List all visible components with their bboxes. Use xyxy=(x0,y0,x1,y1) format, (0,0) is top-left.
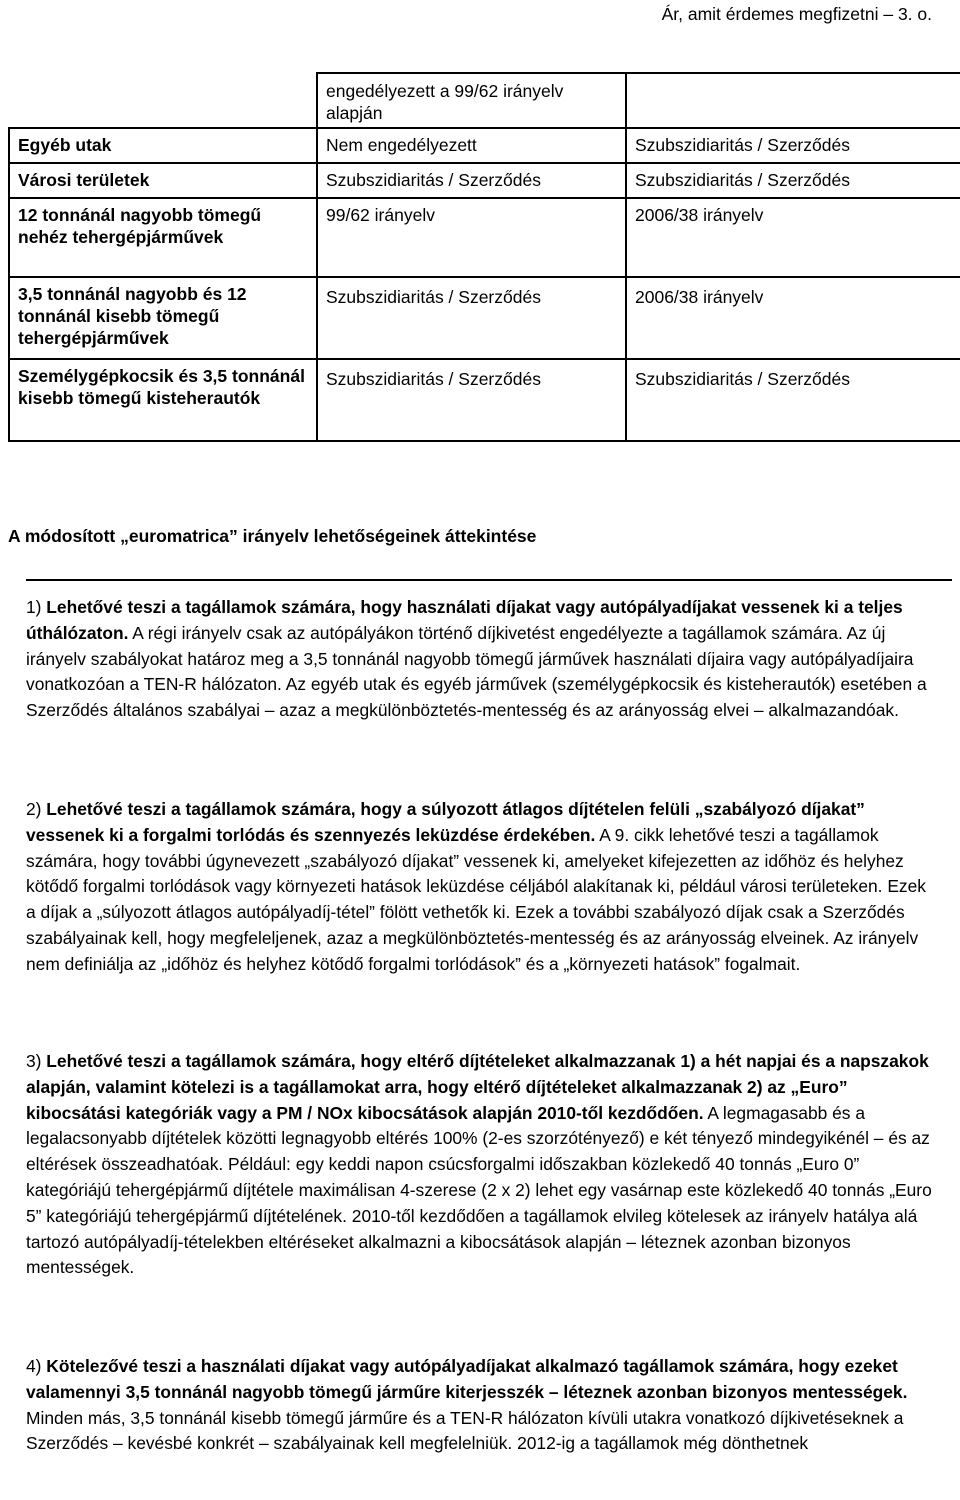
paragraph-number: 1) xyxy=(26,597,47,617)
paragraph xyxy=(26,1049,936,1281)
table-row xyxy=(9,163,960,198)
table-header-cell: engedélyezett a 99/62 irányelv alapján xyxy=(317,73,626,128)
running-header: Ár, amit érdemes megfizetni – 3. o. xyxy=(661,4,932,24)
paragraph-bold-lead: Kötelezővé teszi a használati díjakat vagy autópályadíjakat alkalmazó tagállamok számára, hogy ezeket valamennyi 3,5 tonnánál nagyobb tömegű járműre kiterjesszék – léteznek azonban bizonyos mentességek. xyxy=(26,1356,908,1402)
table-cell: Szubszidiaritás / Szerződés xyxy=(626,128,960,163)
table-cell: Szubszidiaritás / Szerződés xyxy=(317,359,626,441)
paragraph xyxy=(26,1354,936,1457)
table-row xyxy=(9,198,960,277)
paragraph-body: A 9. cikk lehetővé teszi a tagállamok számára, hogy további úgynevezett „szabályozó díjakat” vessenek ki, amelyeket kifejezetten az időhöz és helyhez kötődő forgalmi torlódások vagy környezeti hatások leküzdése céljából alakítanak ki, például városi területeken. Ezek a díjak a „súlyozott átlagos autópályadíj-tétel” fölött vethetők ki. Ezek a további szabályozó díjak csak a Szerződés szabályainak kell, hogy megfeleljenek, azaz a megkülönböztetés-mentesség és az arányosság elveinek. Az irányelv nem definiálja az „időhöz és helyhez kötődő forgalmi torlódások” és a „környezeti hatások” fogalmait. xyxy=(26,824,926,974)
table-cell: 99/62 irányelv xyxy=(317,198,626,277)
table-cell: 2006/38 irányelv xyxy=(626,198,960,277)
table-cell: Nem engedélyezett xyxy=(317,128,626,163)
paragraph-number: 3) xyxy=(26,1051,47,1071)
table-cell: Szubszidiaritás / Szerződés xyxy=(626,359,960,441)
table-row-label: 3,5 tonnánál nagyobb és 12 tonnánál kisebb tömegű tehergépjárművek xyxy=(9,277,317,359)
paragraph-number: 2) xyxy=(26,799,47,819)
table-cell: 2006/38 irányelv xyxy=(626,277,960,359)
paragraph-bold-lead: Lehetővé teszi a tagállamok számára, hogy eltérő díjtételeket alkalmazzanak 1) a hét napjai és a napszakok alapján, valamint kötelezi is a tagállamokat arra, hogy eltérő díjtételeket alkalmazzanak 2) az „Euro” kibocsátási kategóriák vagy a PM / NOx kibocsátások alapján 2010-től kezdődően. xyxy=(26,1051,929,1123)
table-row-label: Egyéb utak xyxy=(9,128,317,163)
toll-rules-table xyxy=(8,72,960,442)
table-row xyxy=(9,128,960,163)
section-box-border xyxy=(26,579,952,581)
paragraph-number: 4) xyxy=(26,1356,47,1376)
table-row xyxy=(9,277,960,359)
table-row xyxy=(9,359,960,441)
table-cell: Szubszidiaritás / Szerződés xyxy=(317,277,626,359)
table-row-label: Városi területek xyxy=(9,163,317,198)
paragraph-body: Minden más, 3,5 tonnánál kisebb tömegű járműre és a TEN-R hálózaton kívüli utakra vonatkozó díjkivetéseknek a Szerződés – kevésbé konkrét – szabályainak kell megfelelniük. 2012-ig a tagállamok még dönthetnek xyxy=(26,1407,904,1454)
paragraph xyxy=(26,797,936,978)
table-row-label: Személygépkocsik és 3,5 tonnánál kisebb tömegű kisteherautók xyxy=(9,359,317,441)
table-cell xyxy=(626,73,960,128)
paragraph-body: A régi irányelv csak az autópályákon történő díjkivetést engedélyezte a tagállamok számára. Az új irányelv szabályokat határoz meg a 3,5 tonnánál nagyobb tömegű járművek használati díjaira vagy autópályadíjaira vonatkozóan a TEN-R hálózaton. Az egyéb utak és egyéb járművek (személygépkocsik és kisteherautók) esetében a Szerződés általános szabályai – azaz a megkülönböztetés-mentesség és az arányosság elvei – alkalmazandóak. xyxy=(26,622,927,721)
paragraph-bold-lead: Lehetővé teszi a tagállamok számára, hogy használati díjakat vagy autópályadíjakat vessenek ki a teljes úthálózaton. xyxy=(26,597,903,643)
table-cell: Szubszidiaritás / Szerződés xyxy=(626,163,960,198)
paragraph-bold-lead: Lehetővé teszi a tagállamok számára, hogy a súlyozott átlagos díjtételen felüli „szabályozó díjakat” vessenek ki a forgalmi torlódás és szennyezés leküzdése érdekében. xyxy=(26,799,865,845)
paragraph-body: A legmagasabb és a legalacsonyabb díjtételek közötti legnagyobb eltérés 100% (2-es szorzótényező) e két tényező mindegyikénél – és az eltérések összeadhatóak. Például: egy keddi napon csúcsforgalmi időszakban közlekedő 40 tonnás „Euro 0” kategóriájú tehergépjármű díjtétele maximálisan 4-szerese (2 x 2) lehet egy vasárnap este közlekedő 40 tonnás „Euro 5” kategóriájú tehergépjármű díjtételének. 2010-től kezdődően a tagállamok elvileg kötelesek az irányelv hatálya alá tartozó autópályadíj-tételekben eltéréseket alkalmazni a kibocsátások alapján – léteznek azonban bizonyos mentességek. xyxy=(26,1102,932,1278)
table-header-row xyxy=(9,73,960,128)
section-title: A módosított „euromatrica” irányelv lehetőségeinek áttekintése xyxy=(8,526,537,546)
table-cell: Szubszidiaritás / Szerződés xyxy=(317,163,626,198)
table-cell xyxy=(9,73,317,128)
table-row-label: 12 tonnánál nagyobb tömegű nehéz tehergépjárművek xyxy=(9,198,317,277)
paragraph xyxy=(26,595,936,724)
